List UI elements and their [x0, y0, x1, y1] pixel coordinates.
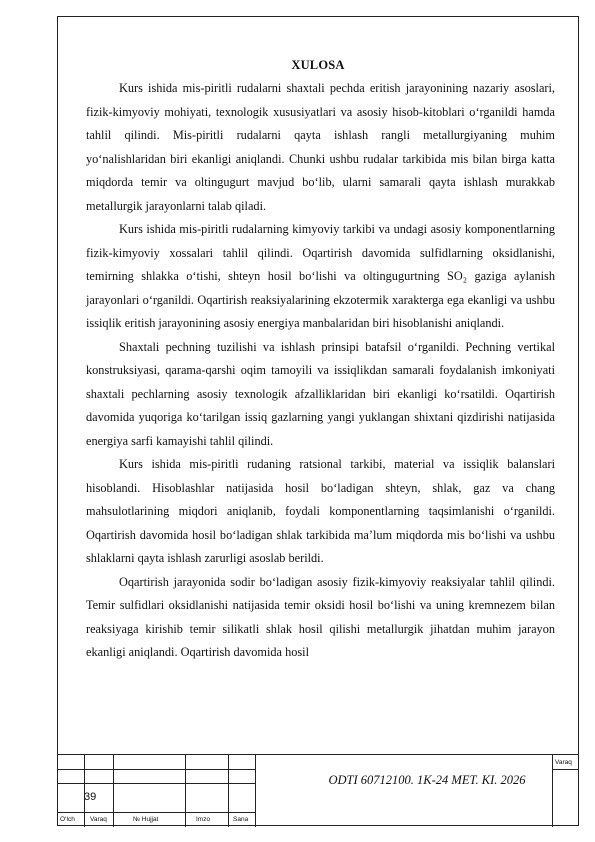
sheet-label: Varaq	[555, 759, 572, 766]
body-text	[86, 77, 555, 665]
paragraph: Kurs ishida mis-piritli rudalarni shaxtali pechda eritish jarayonining nazariy asoslari, fizik-kimyoviy mohiyati, texnologik xususiyatlari va asosiy hisob-kitoblari o‘rganildi hamda tahlil qilindi. Mis-piritli rudalarni qayta ishlash rangli metallurgiyaning muhim yo‘nalishlaridan biri ekanligi aniqlandi. Chunki ushbu rudalar tarkibida mis bilan birga katta miqdorda temir va oltingugurt mavjud bo‘lib, ularni samarali qayta ishlash murakkab metallurgik jarayonlarni talab qiladi.	[86, 81, 555, 213]
col-label: Sana	[233, 816, 249, 823]
paragraph: Kurs ishida mis-piritli rudaning ratsional tarkibi, material va issiqlik balanslari hisoblandi. Hisoblashlar natijasida hosil bo‘ladigan shteyn, shlak, gaz va chang mahsulotlarining miqdori aniqlanib, foydali komponentlarning taqsimlanishi o‘rganildi. Oqartirish davomida hosil bo‘ladigan shlak tarkibida ma’lum miqdorda mis bo‘lishi va ushbu shlaklarni qayta ishlash zarurligi asoslab berildi.	[86, 457, 555, 565]
paragraph: Shaxtali pechning tuzilishi va ishlash prinsipi batafsil o‘rganildi. Pechning vertikal konstruksiyasi, qarama-qarshi oqim tamoyili va issiqlikdan samarali foydalanish imkoniyati shaxtali pechlarning asosiy texnologik afzalliklaridan biri ekanligi ko‘rsatildi. Oqartirish davomida yuqoriga ko‘tarilgan issiq gazlarning yangi yuklangan shixtani qizdirishi natijasida energiya sarfi kamayishi tahlil qilindi.	[86, 339, 555, 448]
paragraph: Kurs ishida mis-piritli rudalarning kimyoviy tarkibi va undagi asosiy komponentlarning fizik-kimyoviy xossalari tahlil qilindi. Oqartirish davomida sulfidlarning oksidlanishi, temirning shlakka o‘tishi, shteyn hosil bo‘lishi va oltingugurtning SO₂ gaziga aylanish jarayonlari o‘rganildi. Oqartirish reaksiyalarining ekzotermik xarakterga ega ekanligi va ushbu issiqlik eritish jarayonining asosiy energiya manbalaridan biri hisoblanishi aniqlandi.	[86, 222, 555, 330]
page-title: XULOSA	[291, 58, 345, 72]
grid-line	[57, 783, 255, 784]
grid-line	[57, 812, 255, 813]
title-block	[57, 754, 579, 826]
col-label: Imzo	[196, 816, 211, 823]
col-label: № Hujjat	[133, 816, 159, 823]
paragraph: Oqartirish jarayonida sodir bo‘ladigan asosiy fizik-kimyoviy reaksiyalar tahlil qilindi. Temir sulfidlari oksidlanishi natijasida temir oksidi hosil bo‘lishi va uning kremnezem bilan reaksiyaga kirishib temir silikatli shlak hosil qilishi metallurgik jihatdan muhim jarayon ekanligi aniqlandi. Oqartirish davomida hosil	[86, 574, 555, 659]
page-number: 39	[84, 791, 97, 803]
grid-line	[57, 769, 255, 770]
grid-line	[552, 755, 553, 827]
col-label: Varaq	[90, 816, 107, 823]
grid-line	[185, 755, 186, 827]
grid-line	[113, 755, 114, 827]
col-label: O‘lch	[60, 816, 75, 823]
grid-line	[255, 755, 256, 827]
document-code: ODTI 60712100. 1K-24 MET. KI. 2026	[328, 773, 526, 787]
grid-line	[228, 755, 229, 827]
grid-line	[552, 769, 579, 770]
